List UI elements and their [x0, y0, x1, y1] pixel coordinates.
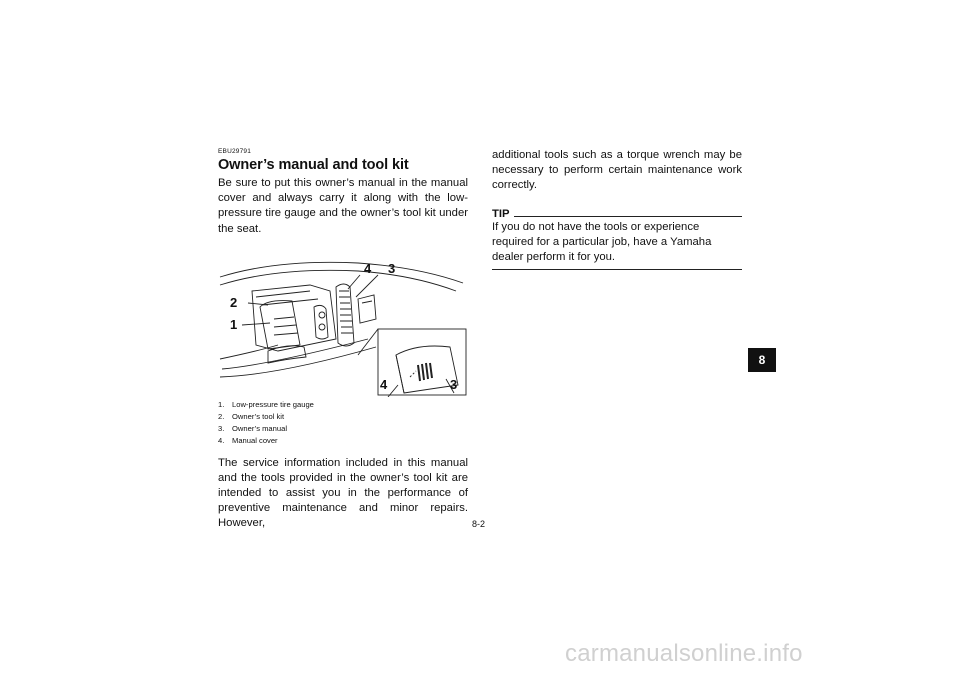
section-code: EBU29791: [218, 148, 252, 155]
tip-header: [492, 208, 742, 220]
left-column: [218, 148, 468, 532]
figure-captions: [218, 399, 468, 448]
chapter-tab: 8: [748, 348, 776, 372]
callout-4-inset: 4: [380, 376, 388, 392]
callout-4-top: 4: [364, 260, 372, 276]
right-column: [492, 148, 742, 270]
page-number: 8-2: [472, 519, 486, 529]
caption-item: 1. Low-pressure tire gauge: [218, 399, 314, 409]
tip-end-rule: [492, 269, 742, 270]
callout-3-top: 3: [388, 260, 396, 276]
caption-item: 4. Manual cover: [218, 436, 278, 446]
callout-3-inset: 3: [450, 376, 458, 392]
service-paragraph: The service information included in this manual and the tools provided in the owner’s tool kit are intended to assist you in the performance of preventive maintenance and minor repairs. However,: [218, 456, 468, 530]
tip-rule: [514, 210, 742, 217]
caption-item: 2. Owner’s tool kit: [218, 412, 285, 422]
watermark: carmanualsonline.info: [565, 640, 803, 667]
intro-paragraph: Be sure to put this owner’s manual in the manual cover and always carry it along with the low-pressure tire gauge and the owner’s tool kit under the seat.: [218, 177, 468, 235]
tip-label: TIP: [492, 207, 510, 220]
page-title: Owner’s manual and tool kit: [218, 157, 409, 173]
under-seat-drawing: [218, 247, 468, 397]
caption-item: 3. Owner’s manual: [218, 424, 288, 434]
callout-2: 2: [230, 294, 238, 310]
callout-1: 1: [230, 316, 238, 332]
continued-paragraph: additional tools such as a torque wrench may be necessary to perform certain maintenance work correctly.: [492, 149, 742, 192]
tool-kit-illustration: [218, 247, 468, 397]
tip-text: If you do not have the tools or experience required for a particular job, have a Yamaha dealer perform it for you.: [492, 220, 712, 264]
